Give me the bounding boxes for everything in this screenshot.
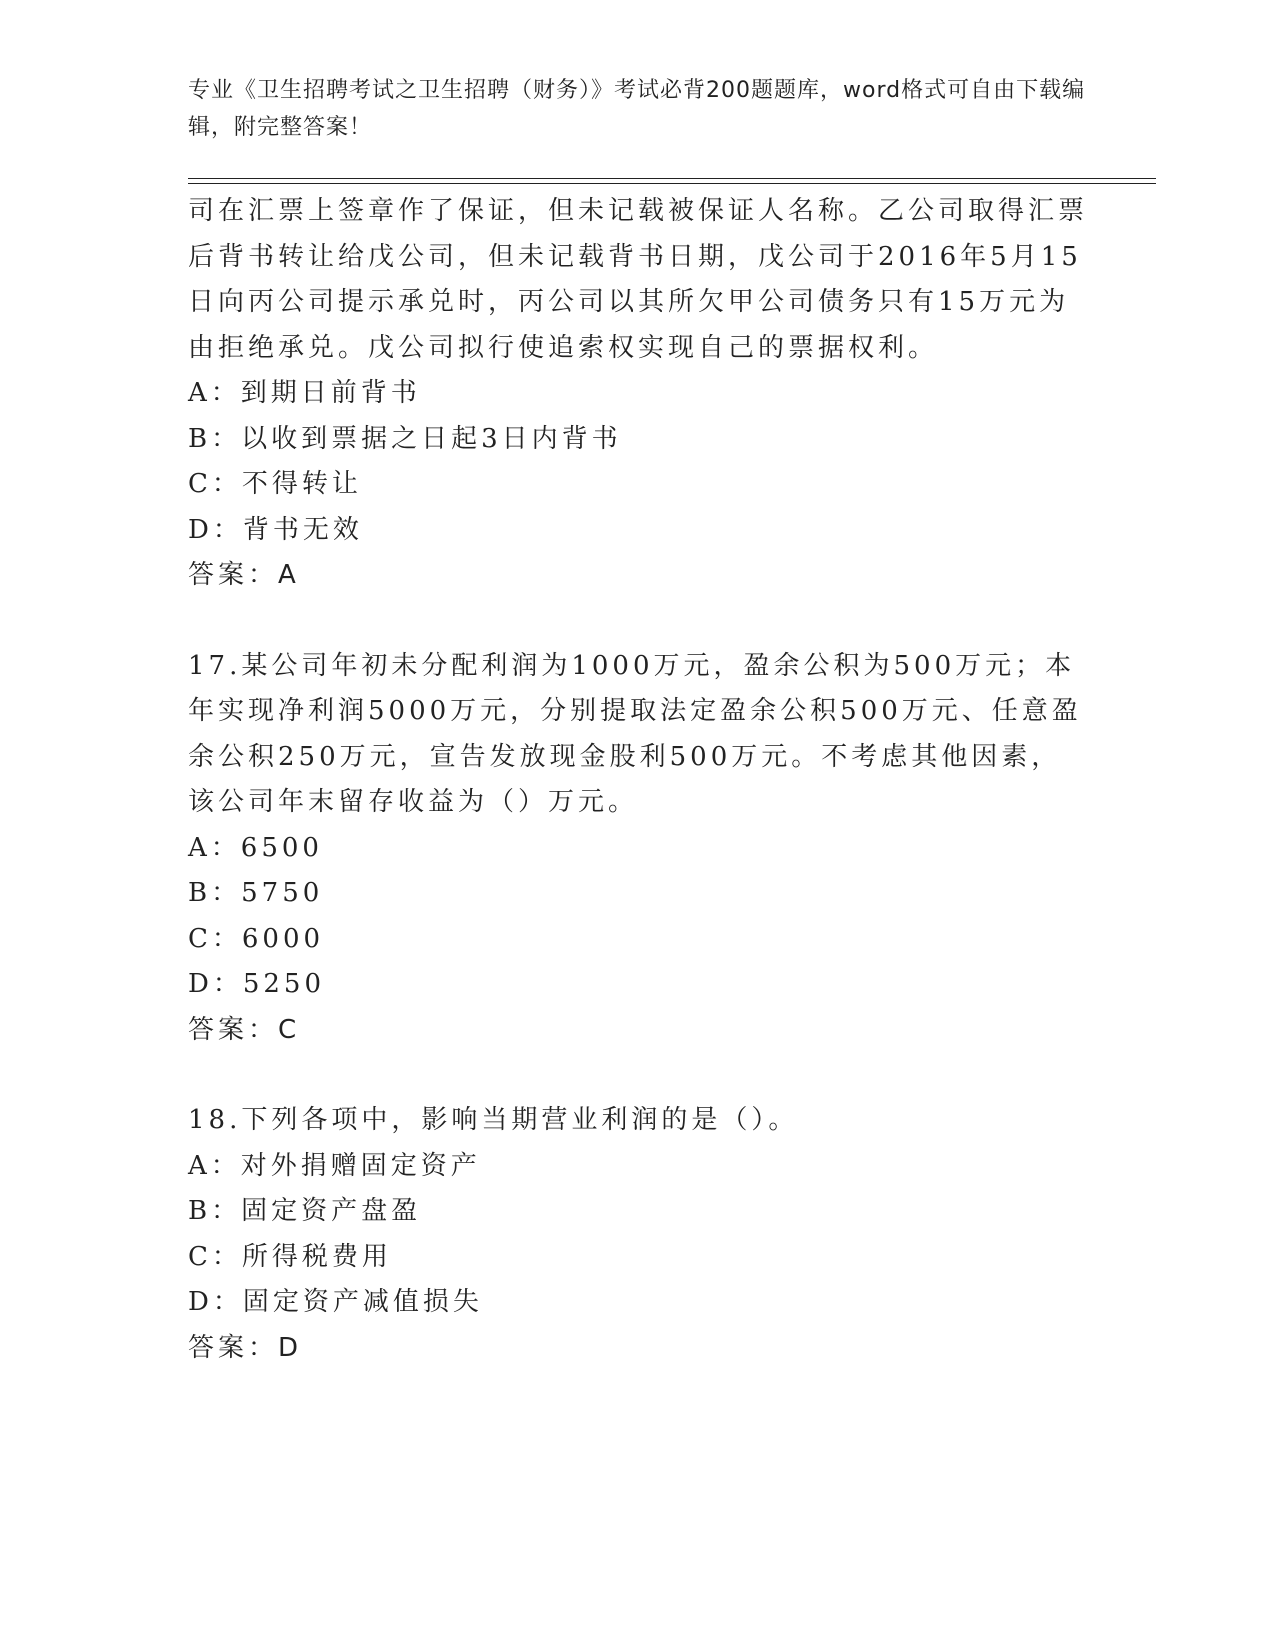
option-a: A：6500 bbox=[188, 832, 323, 863]
answer: 答案：D bbox=[188, 1332, 303, 1363]
answer: 答案：C bbox=[188, 1014, 301, 1045]
option-d: D：5250 bbox=[188, 969, 326, 999]
option-d: D：固定资产减值损失 bbox=[188, 1287, 483, 1317]
spacer bbox=[188, 1053, 1088, 1098]
option-a: A：对外捐赠固定资产 bbox=[188, 1150, 481, 1181]
question-block bbox=[188, 1098, 1088, 1371]
option-c: C：所得税费用 bbox=[188, 1241, 392, 1272]
option-c: C：不得转让 bbox=[188, 469, 362, 499]
question-text: 18.下列各项中，影响当期营业利润的是（）。 bbox=[188, 1105, 799, 1135]
header-divider-top bbox=[188, 178, 1156, 179]
question-block bbox=[188, 189, 1088, 599]
option-a: A：到期日前背书 bbox=[188, 378, 421, 408]
answer: 答案：A bbox=[188, 560, 300, 590]
question-block bbox=[188, 644, 1088, 1054]
question-list bbox=[188, 189, 1088, 1371]
header-divider-bottom bbox=[188, 183, 1156, 184]
option-b: B：固定资产盘盈 bbox=[188, 1196, 422, 1226]
document-header: 专业《卫生招聘考试之卫生招聘（财务）》考试必背200题题库，word格式可自由下载编辑，附完整答案！ bbox=[188, 78, 1086, 140]
option-b: B：5750 bbox=[188, 878, 324, 908]
option-b: B：以收到票据之日起3日内背书 bbox=[188, 423, 622, 454]
question-text: 司在汇票上签章作了保证，但未记载被保证人名称。乙公司取得汇票后背书转让给戊公司，但未记载背书日期，戊公司于2016年5月15日向丙公司提示承兑时，丙公司以其所欠甲公司债务只有15万元为由拒绝承兑。戊公司拟行使追索权实现自己的票据权利。 bbox=[188, 196, 1089, 363]
spacer bbox=[188, 599, 1088, 644]
question-text: 17.某公司年初未分配利润为1000万元，盈余公积为500万元；本年实现净利润5000万元，分别提取法定盈余公积500万元、任意盈余公积250万元，宣告发放现金股利500万元。不考虑其他因素，该公司年末留存收益为（）万元。 bbox=[188, 650, 1082, 817]
option-c: C：6000 bbox=[188, 923, 325, 954]
option-d: D：背书无效 bbox=[188, 514, 363, 545]
